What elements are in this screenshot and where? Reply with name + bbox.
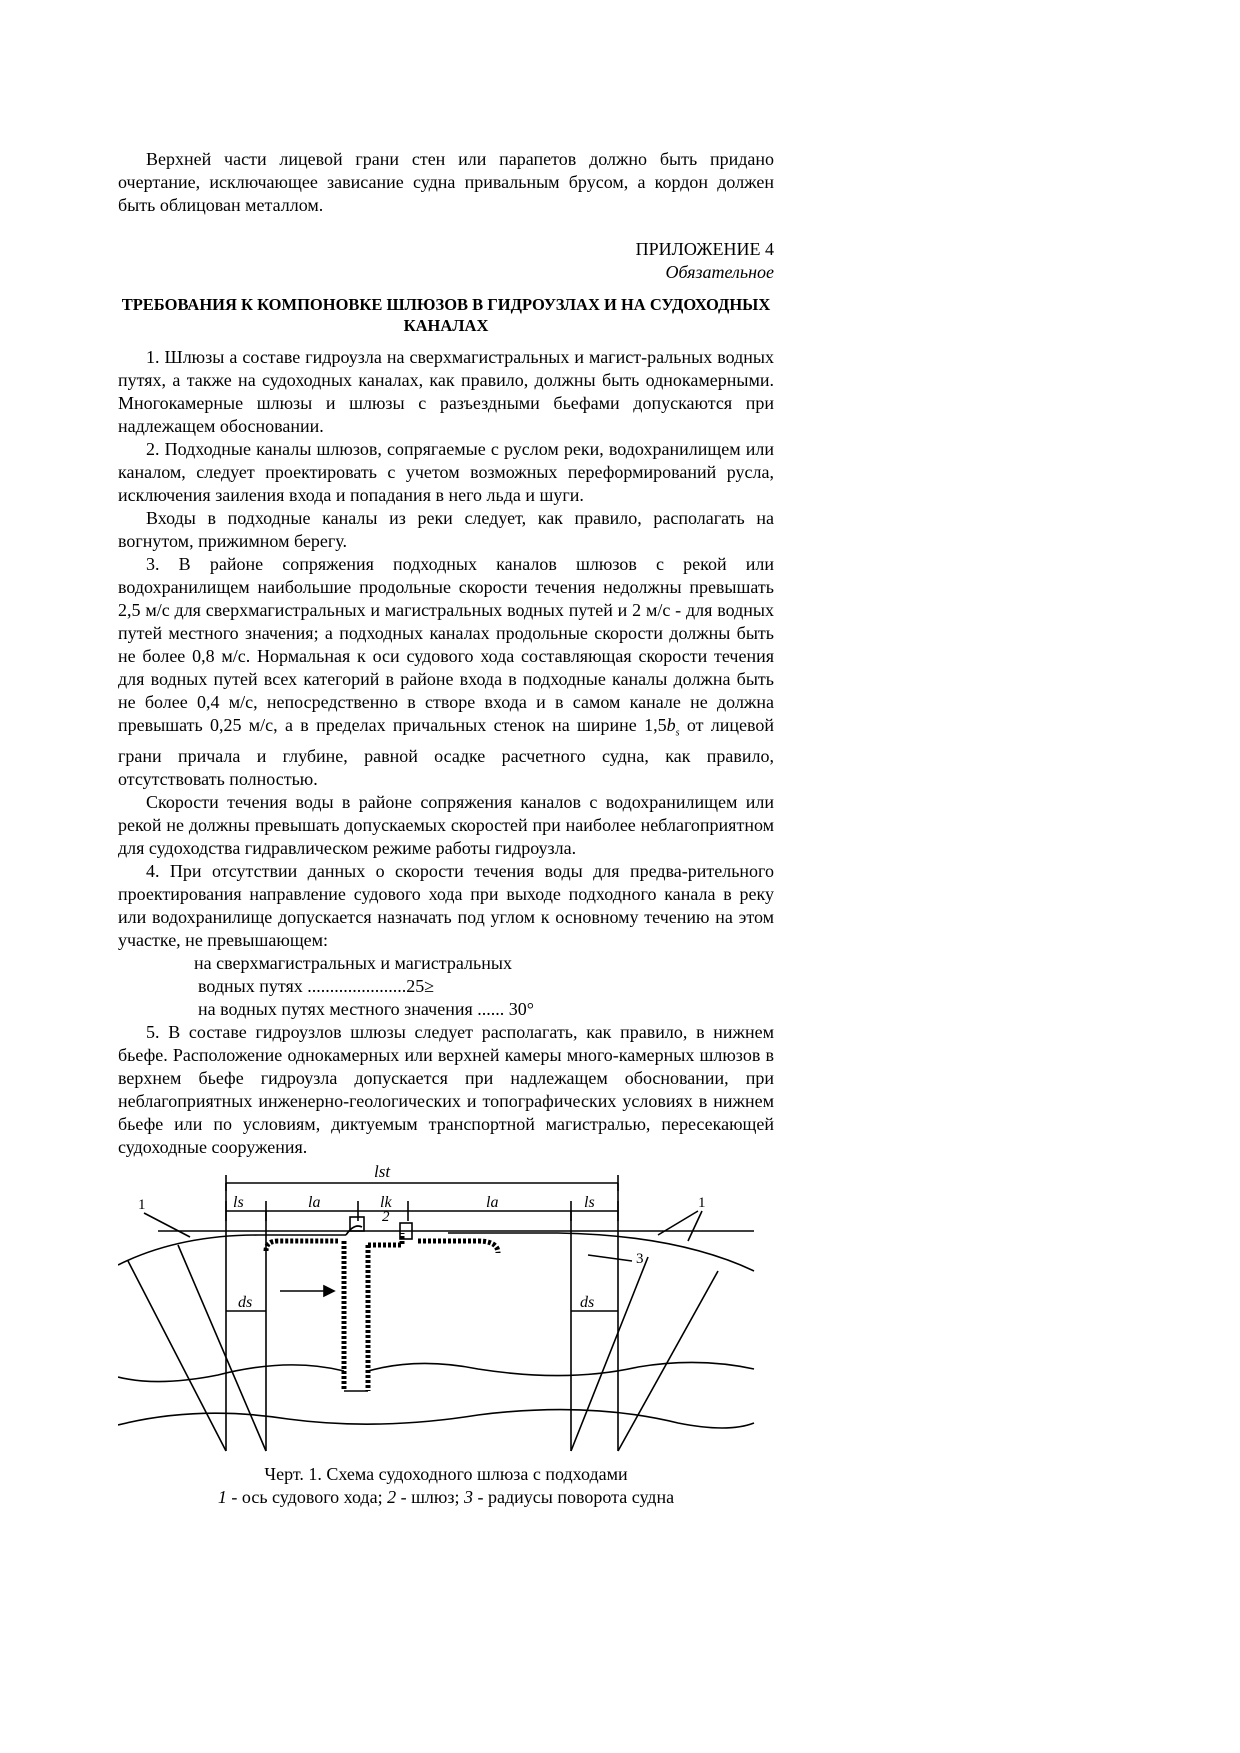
section-title: ТРЕБОВАНИЯ К КОМПОНОВКЕ ШЛЮЗОВ В ГИДРОУЗЛАХ И НА СУДОХОДНЫХ КАНАЛАХ [121,295,771,335]
document-page [118,148,774,1509]
label-1-left: 1 [138,1196,146,1213]
angle-list-line-3: на водных путях местного значения ...... 30° [198,998,534,1019]
lock-wall-top [368,1233,402,1245]
lock-wall-top-left [266,1241,338,1251]
paragraph-2-entries: Входы в подходные каналы из реки следует, как правило, располагать на вогнутом, прижимном берегу. [118,508,774,551]
right-shore [448,1233,754,1271]
label-ds-right: ds [580,1293,595,1311]
label-3: 3 [636,1250,644,1267]
intro-paragraph: Верхней части лицевой грани стен или парапетов должно быть придано очертание, исключающее зависание судна привальным брусом, а кордон должен быть облицован металлом. [118,149,774,215]
paragraph-5: 5. В составе гидроузлов шлюзы следует располагать, как правило, в нижнем бьефе. Расположение однокамерных или верхней камеры много-камерных шлюзов в верхнем бьефе гидроузла допускается при надлежащем обосновании, при неблагоприятных инженерно-геологических и топографических условиях в нижнем бьефе или по условиям, диктуемым транспортной магистралью, пересекающей судоходные сооружения. [118,1021,774,1157]
appendix-label: ПРИЛОЖЕНИЕ 4 [635,239,774,259]
paragraph-4: 4. При отсутствии данных о скорости течения воды для предва-рительного проектирования направление судового хода при выходе подходного канала в реку или водохранилище допускается назначать под углом к основному течению на этом участке, не превышающем: [118,860,774,950]
paragraph-3-sub: s [675,727,680,739]
label-ls-left: ls [233,1193,244,1211]
legend-3-num: 3 [463,1486,473,1507]
paragraph-3-after: от лицевой грани причала и глубине, равной осадке расчетного судна, как правило, отсутствовать полностью. [118,715,775,789]
figure-caption-title: Черт. 1. Схема судоходного шлюза с подходами [264,1463,628,1484]
paragraph-3-velocities: Скорости течения воды в районе сопряжения каналов с водохранилищем или рекой не должны превышать допускаемых скоростей при наиболее неблагоприятном для судоходства гидравлическом режиме работы гидроузла. [118,791,774,858]
label-la-left: la [308,1193,321,1211]
paragraph-3 [118,553,774,791]
lock-scheme-drawing [118,1161,774,1463]
radius-line [618,1271,718,1451]
paragraph-3-before: 3. В районе сопряжения подходных каналов шлюзов с рекой или водохранилищем наибольшие продольные скорости течения недолжны превышать 2,5 м/с для сверхмагистральных и магистральных водных путей и 2 м/с - для водных путей местного значения; а подходных каналах продольные скорости должны быть не более 0,8 м/с. Нормальная к оси судового хода составляющая скорости течения для водных путей всех категорий в районе входа в подходные каналы должна быть не более 0,4 м/с, непосредственно в створе входа и в самом канале не должна превышать 0,25 м/с, а в пределах причальных стенок на ширине 1,5 [118,554,774,735]
label-lst: lst [374,1161,391,1181]
label-1-right: 1 [698,1194,706,1211]
angle-list-line-2: водных путях ......................25≥ [198,975,435,996]
label-lk: lk [380,1193,392,1211]
legend-2-num: 2 [387,1486,397,1507]
callout-3 [588,1255,632,1261]
paragraph-3-b: b [666,715,676,735]
angle-list-line-1: на сверхмагистральных и магистральных [194,952,512,973]
legend-1-num: 1 [217,1486,227,1507]
radius-line [128,1261,226,1451]
lock-scheme-figure [118,1161,774,1463]
legend-2-text: - шлюз; [396,1486,464,1507]
lock-wall-top-right [418,1241,498,1253]
radius-line [571,1257,648,1451]
figure-caption-legend [118,1486,774,1509]
appendix-status: Обязательное [665,262,774,282]
flow-arrowhead [324,1286,334,1296]
paragraph-2: 2. Подходные каналы шлюзов, сопрягаемые с руслом реки, водохранилищем или каналом, следует проектировать с учетом возможных переформирований русла, исключения заиления входа и попадания в него льда и шуги. [118,439,774,505]
paragraph-1: 1. Шлюзы а составе гидроузла на сверхмагистральных и магист-ральных водных путях, а также на судоходных каналах, как правило, должны быть однокамерными. Многокамерные шлюзы и шлюзы с разъездными бьефами допускаются при надлежащем обосновании. [118,347,774,436]
label-ds-left: ds [238,1293,253,1311]
label-2: 2 [382,1208,390,1225]
legend-3-text: - радиусы поворота судна [472,1486,675,1507]
label-ls-right: ls [584,1193,595,1211]
legend-1-text: - ось судового хода; [226,1486,388,1507]
radius-line [178,1245,266,1451]
label-la-right: la [486,1193,499,1211]
callout-1-left [144,1213,190,1237]
